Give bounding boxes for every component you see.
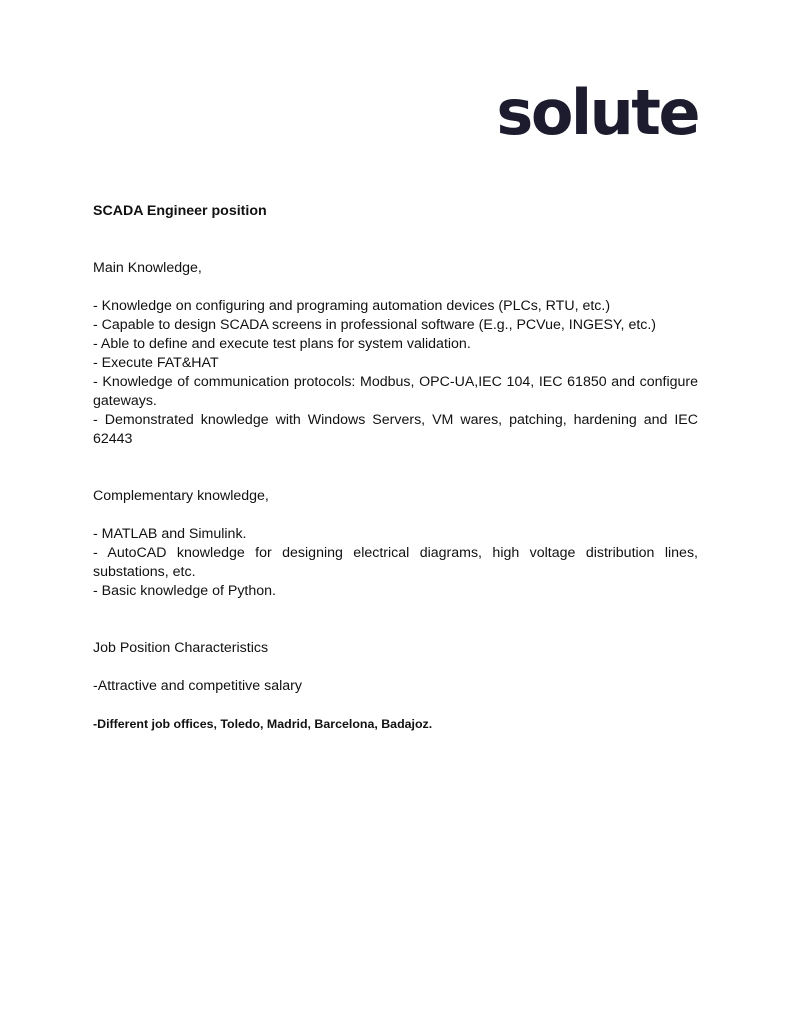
- offices-line: -Different job offices, Toledo, Madrid, Barcelona, Badajoz.: [93, 717, 433, 731]
- list-item: - AutoCAD knowledge for designing electrical diagrams, high voltage distribution lines, substations, etc.: [93, 545, 698, 580]
- list-item: - Execute FAT&HAT: [93, 355, 219, 371]
- list-item: - Knowledge on configuring and programing automation devices (PLCs, RTU, etc.): [93, 298, 611, 314]
- main-knowledge-list: [93, 297, 698, 449]
- complementary-knowledge-list: [93, 525, 698, 601]
- spacer: [93, 221, 698, 259]
- spacer: [93, 449, 698, 487]
- salary-line: -Attractive and competitive salary: [93, 678, 302, 694]
- spacer: [93, 696, 698, 715]
- spacer: [93, 278, 698, 297]
- list-item: - MATLAB and Simulink.: [93, 526, 247, 542]
- job-characteristics-heading: Job Position Characteristics: [93, 640, 269, 656]
- document-title: SCADA Engineer position: [93, 203, 267, 219]
- list-item: - Knowledge of communication protocols: Modbus, OPC-UA,IEC 104, IEC 61850 and configure gateways.: [93, 374, 698, 409]
- spacer: [93, 601, 698, 639]
- document-body: [93, 202, 698, 734]
- spacer: [93, 506, 698, 525]
- main-knowledge-heading: Main Knowledge,: [93, 260, 202, 276]
- list-item: - Able to define and execute test plans for system validation.: [93, 336, 471, 352]
- list-item: - Demonstrated knowledge with Windows Servers, VM wares, patching, hardening and IEC 62443: [93, 412, 698, 447]
- list-item: - Basic knowledge of Python.: [93, 583, 276, 599]
- spacer: [93, 658, 698, 677]
- solute-logo: solute: [496, 76, 698, 149]
- complementary-knowledge-heading: Complementary knowledge,: [93, 488, 269, 504]
- list-item: - Capable to design SCADA screens in professional software (E.g., PCVue, INGESY, etc.): [93, 317, 657, 333]
